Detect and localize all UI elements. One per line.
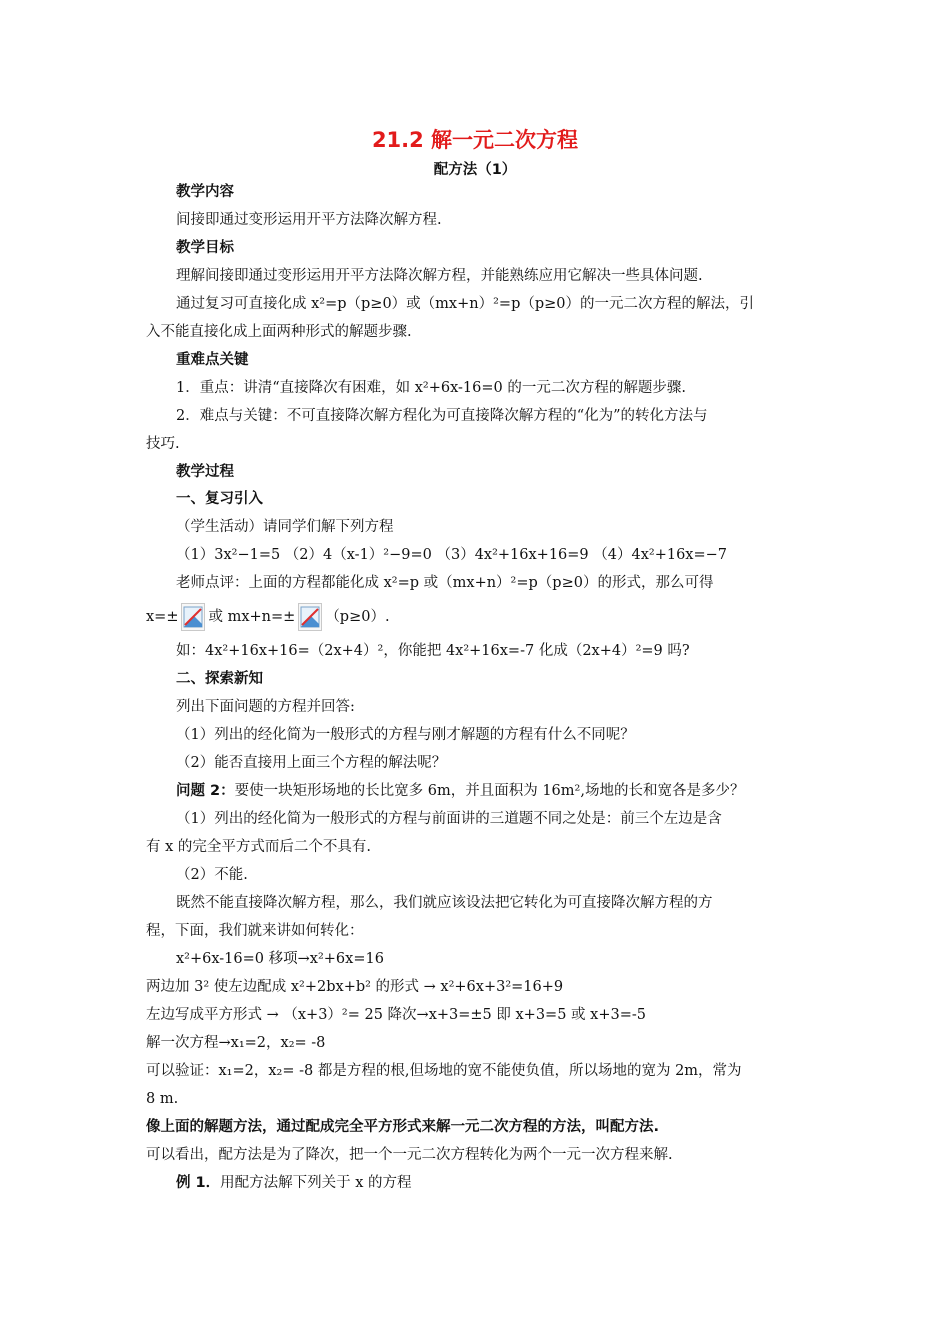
paragraph: 1．重点：讲清“直接降次有困难，如 x²+6x-16=0 的一元二次方程的解题步骤. bbox=[176, 380, 686, 396]
paragraph: 可以看出，配方法是为了降次，把一个一元二次方程转化为两个一元一次方程来解. bbox=[146, 1147, 673, 1163]
derivation-step: 两边加 3² 使左边配成 x²+2bx+b² 的形式 → x²+6x+3²=16+9 bbox=[146, 979, 564, 995]
problem-2 bbox=[176, 781, 744, 801]
paragraph: 有 x 的完全平方式而后二个不具有. bbox=[146, 839, 372, 855]
derivation-step: x²+6x-16=0 移项→x²+6x=16 bbox=[176, 951, 384, 967]
example-1 bbox=[176, 1173, 412, 1193]
formula-line bbox=[146, 603, 390, 631]
paragraph: 可以验证：x₁=2，x₂= -8 都是方程的根,但场地的宽不能使负值，所以场地的宽为 2m，常为 bbox=[146, 1063, 742, 1079]
example-text: 用配方法解下列关于 x 的方程 bbox=[220, 1175, 412, 1191]
section-heading-keypoints: 重难点关键 bbox=[176, 352, 249, 368]
paragraph: 间接即通过变形运用开平方法降次解方程. bbox=[176, 212, 442, 228]
section-heading-content: 教学内容 bbox=[176, 184, 234, 200]
broken-image-icon bbox=[298, 603, 322, 631]
paragraph: 通过复习可直接化成 x²=p（p≥0）或（mx+n）²=p（p≥0）的一元二次方程的解法，引 bbox=[176, 296, 755, 312]
derivation-step: 解一次方程→x₁=2，x₂= -8 bbox=[146, 1035, 326, 1051]
paragraph: 程，下面，我们就来讲如何转化： bbox=[146, 923, 364, 939]
section-heading-goals: 教学目标 bbox=[176, 240, 234, 256]
paragraph: （2）能否直接用上面三个方程的解法呢？ bbox=[176, 755, 447, 771]
paragraph: 2．难点与关键：不可直接降次解方程化为可直接降次解方程的“化为”的转化方法与 bbox=[176, 408, 708, 424]
definition: 像上面的解题方法，通过配成完全平方形式来解一元二次方程的方法，叫配方法. bbox=[146, 1119, 660, 1135]
example-label: 例 1． bbox=[176, 1175, 221, 1191]
problem-label: 问题 2： bbox=[176, 783, 235, 799]
formula-text: 或 mx+n=± bbox=[208, 609, 296, 625]
subsection-heading-explore: 二、探索新知 bbox=[176, 671, 263, 687]
section-heading-process: 教学过程 bbox=[176, 464, 234, 480]
paragraph: 技巧. bbox=[146, 436, 180, 452]
paragraph: （2）不能. bbox=[176, 867, 248, 883]
paragraph: 如：4x²+16x+16=（2x+4）²，你能把 4x²+16x=-7 化成（2x+4）²=9 吗? bbox=[176, 643, 690, 659]
paragraph: 列出下面问题的方程并回答: bbox=[176, 699, 355, 715]
document-subtitle: 配方法（1） bbox=[433, 162, 517, 178]
formula-text: （p≥0）. bbox=[325, 609, 390, 625]
paragraph: 老师点评：上面的方程都能化成 x²=p 或（mx+n）²=p（p≥0）的形式，那么可得 bbox=[176, 575, 714, 591]
problem-text: 要使一块矩形场地的长比宽多 6m，并且面积为 16m²,场地的长和宽各是多少？ bbox=[234, 783, 745, 799]
subsection-heading-review: 一、复习引入 bbox=[176, 491, 263, 507]
equation-list: （1）3x²−1=5 （2）4（x-1）²−9=0 （3）4x²+16x+16=9 （4）4x²+16x=−7 bbox=[176, 547, 728, 563]
formula-text: x=± bbox=[146, 609, 179, 625]
paragraph: （1）列出的经化简为一般形式的方程与前面讲的三道题不同之处是：前三个左边是含 bbox=[176, 811, 722, 827]
derivation-step: 左边写成平方形式 → （x+3）²= 25 降次→x+3=±5 即 x+3=5 或 x+3=-5 bbox=[146, 1007, 646, 1023]
paragraph: （1）列出的经化简为一般形式的方程与刚才解题的方程有什么不同呢？ bbox=[176, 727, 635, 743]
paragraph: （学生活动）请同学们解下列方程 bbox=[176, 519, 394, 535]
paragraph: 入不能直接化成上面两种形式的解题步骤. bbox=[146, 324, 412, 340]
paragraph: 既然不能直接降次解方程，那么，我们就应该设法把它转化为可直接降次解方程的方 bbox=[176, 895, 713, 911]
paragraph: 8 m. bbox=[146, 1091, 179, 1107]
paragraph: 理解间接即通过变形运用开平方法降次解方程，并能熟练应用它解决一些具体问题. bbox=[176, 268, 703, 284]
document-title: 21.2 解一元二次方程 bbox=[371, 128, 579, 152]
broken-image-icon bbox=[181, 603, 205, 631]
